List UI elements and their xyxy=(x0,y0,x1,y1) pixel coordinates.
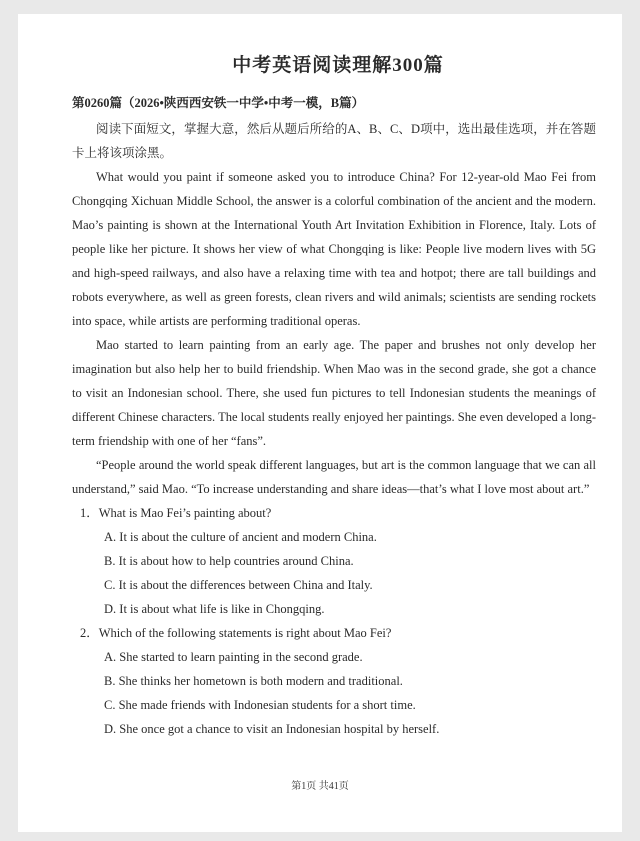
paragraph-2: Mao started to learn painting from an early age. The paper and brushes not only develop her imagination but also help her to build friendship. When Mao was in the second grade, she got a chance to visit an Indonesian school. There, she used fun pictures to tell Indonesian students the meanings of different Chinese characters. The local students really enjoyed her paintings. She even developed a long-term friendship with one of her “fans”. xyxy=(72,338,596,448)
question-1 xyxy=(80,501,596,621)
paragraph-3: “People around the world speak different languages, but art is the common language that we can all understand,” said Mao. “To increase understanding and share ideas—that’s what I love most about art.” xyxy=(72,458,596,496)
question-2 xyxy=(80,621,596,741)
option-a: A. She started to learn painting in the second grade. xyxy=(104,650,363,664)
option-c: C. It is about the differences between China and Italy. xyxy=(104,578,373,592)
document-title: 中考英语阅读理解300篇 xyxy=(232,55,444,76)
option-c: C. She made friends with Indonesian students for a short time. xyxy=(104,698,416,712)
option-b: B. She thinks her hometown is both modern and traditional. xyxy=(104,674,403,688)
option-b: B. It is about how to help countries around China. xyxy=(104,554,354,568)
document-page xyxy=(18,14,622,832)
instructions: 阅读下面短文，掌握大意，然后从题后所给的A、B、C、D项中，选出最佳选项，并在答题卡上将该项涂黑。 xyxy=(72,122,596,160)
option-d: D. It is about what life is like in Chongqing. xyxy=(104,602,325,616)
option-d: D. She once got a chance to visit an Indonesian hospital by herself. xyxy=(104,722,440,736)
option-a: A. It is about the culture of ancient and modern China. xyxy=(104,530,377,544)
source-line: 第0260篇（2026•陕西西安铁一中学•中考一模，B篇） xyxy=(72,96,365,110)
question-stem: 2．Which of the following statements is right about Mao Fei? xyxy=(80,626,392,640)
passage xyxy=(72,117,596,501)
question-stem: 1．What is Mao Fei’s painting about? xyxy=(80,506,272,520)
paragraph-1: What would you paint if someone asked you to introduce China? For 12-year-old Mao Fei from Chongqing Xichuan Middle School, the answer is a colorful combination of the ancient and the modern. Mao’s painting is shown at the International Youth Art Invitation Exhibition in Florence, Italy. Lots of people like her picture. It shows her view of what Chongqing is like: People live modern lives with 5G and high-speed railways, and also have a relaxing time with tea and hotpot; there are tall buildings and robots everywhere, as well as green forests, clean rivers and wild animals; scientists are sending rockets into space, while artists are performing traditional operas. xyxy=(72,170,596,328)
page-footer: 第1页 共41页 xyxy=(291,781,349,792)
